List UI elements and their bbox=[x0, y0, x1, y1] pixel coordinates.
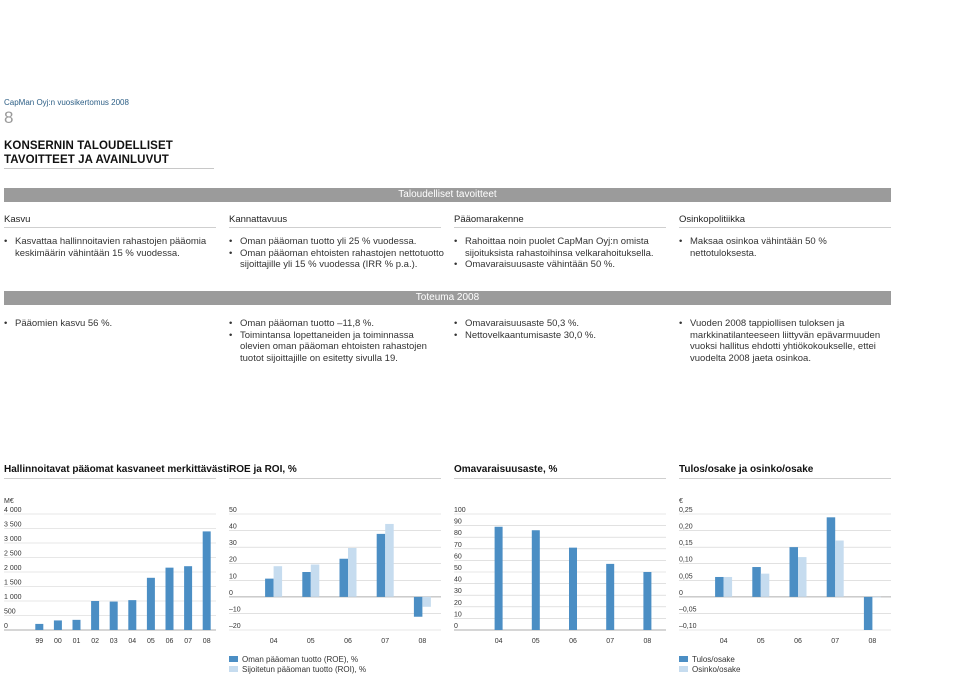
x-tick-label: 08 bbox=[418, 638, 427, 645]
bar bbox=[835, 541, 844, 597]
x-tick-label: 06 bbox=[569, 638, 577, 645]
y-tick-label: –10 bbox=[229, 606, 241, 614]
bar bbox=[643, 572, 651, 630]
y-tick-label: 4 000 bbox=[4, 507, 22, 514]
page-number: 8 bbox=[4, 108, 14, 127]
y-tick-label: –0,10 bbox=[679, 623, 697, 630]
target-heading-capital-structure: Pääomarakenne bbox=[454, 214, 524, 225]
y-tick-label: 10 bbox=[454, 611, 462, 619]
y-tick-label: 40 bbox=[454, 576, 462, 584]
target-heading-profitability: Kannattavuus bbox=[229, 214, 288, 225]
x-tick-label: 07 bbox=[381, 638, 390, 645]
target-heading-growth: Kasvu bbox=[4, 214, 31, 225]
x-tick-label: 05 bbox=[147, 638, 155, 645]
bar bbox=[385, 524, 394, 597]
actual-list-dividend-policy bbox=[679, 318, 894, 364]
y-tick-label: 0,10 bbox=[679, 556, 693, 564]
y-tick-label: 10 bbox=[229, 573, 237, 581]
y-tick-label: 50 bbox=[454, 565, 462, 572]
list-item: • Vuoden 2008 tappiollisen tuloksen ja markkinatilanteeseen liittyvän epävarmuuden vuoksi hallitus ehdotti yhtiökokoukselle, ettei vuodelta 2008 jaeta osinkoa. bbox=[679, 318, 894, 364]
bar bbox=[147, 578, 155, 630]
bar bbox=[91, 601, 99, 630]
list-item: • Pääomien kasvu 56 %. bbox=[4, 318, 219, 330]
legend-swatch bbox=[229, 656, 238, 662]
bar bbox=[414, 597, 423, 617]
actual-list-growth bbox=[4, 318, 219, 330]
bar bbox=[724, 577, 733, 597]
column-divider bbox=[679, 227, 891, 228]
y-tick-label: –20 bbox=[229, 623, 241, 630]
legend-swatch bbox=[679, 666, 688, 672]
equity-ratio-bar-chart bbox=[454, 490, 669, 650]
chart-title-assets-under-management: Hallinnoitavat pääomat kasvaneet merkittävästi bbox=[4, 464, 230, 475]
y-tick-label: 3 000 bbox=[4, 536, 22, 543]
bar bbox=[761, 574, 770, 597]
list-item: • Omavaraisuusaste 50,3 %. bbox=[454, 318, 669, 330]
bar bbox=[864, 597, 873, 630]
unit-label: M€ bbox=[4, 498, 14, 505]
y-tick-label: 60 bbox=[454, 553, 462, 561]
list-item: • Nettovelkaantumisaste 30,0 %. bbox=[454, 330, 669, 342]
x-tick-label: 00 bbox=[54, 638, 62, 645]
bar bbox=[569, 548, 577, 630]
x-tick-label: 04 bbox=[128, 638, 137, 645]
y-tick-label: 100 bbox=[454, 507, 466, 514]
y-tick-label: 1 500 bbox=[4, 579, 22, 587]
bar bbox=[872, 597, 881, 598]
actual-list-profitability bbox=[229, 318, 444, 364]
list-item: • Oman pääoman tuotto yli 25 % vuodessa. bbox=[229, 236, 444, 248]
y-tick-label: 0,20 bbox=[679, 523, 693, 531]
bar bbox=[203, 531, 211, 630]
y-tick-label: 0,25 bbox=[679, 507, 693, 514]
x-tick-label: 08 bbox=[868, 638, 877, 645]
bar bbox=[827, 517, 836, 597]
targets-band: Taloudelliset tavoitteet bbox=[4, 188, 891, 202]
list-item: • Rahoittaa noin puolet CapMan Oyj:n omista sijoituksista rahastoihinsa velkarahoituksella. bbox=[454, 236, 669, 259]
x-tick-label: 06 bbox=[794, 638, 802, 645]
x-tick-label: 05 bbox=[531, 638, 540, 645]
bar bbox=[340, 559, 349, 597]
target-list-dividend-policy bbox=[679, 236, 894, 259]
target-list-capital-structure bbox=[454, 236, 669, 271]
bar bbox=[422, 597, 431, 607]
legend-label: Tulos/osake bbox=[692, 655, 735, 664]
x-tick-label: 07 bbox=[184, 638, 192, 645]
legend-item bbox=[679, 655, 740, 665]
x-tick-label: 06 bbox=[344, 638, 352, 645]
y-tick-label: 30 bbox=[229, 540, 237, 548]
chart-divider bbox=[229, 478, 441, 479]
y-tick-label: 40 bbox=[229, 523, 237, 531]
page-title: KONSERNIN TALOUDELLISET TAVOITTEET JA AVAINLUVUT bbox=[4, 140, 173, 166]
actuals-band: Toteuma 2008 bbox=[4, 291, 891, 305]
legend-label: Oman pääoman tuotto (ROE), % bbox=[242, 655, 359, 664]
x-tick-label: 05 bbox=[756, 638, 765, 645]
chart-divider bbox=[4, 478, 216, 479]
column-divider bbox=[4, 227, 216, 228]
unit-label: € bbox=[679, 498, 683, 505]
target-list-growth bbox=[4, 236, 219, 259]
legend-label: Sijoitetun pääoman tuotto (ROI), % bbox=[242, 665, 367, 674]
chart-title-equity-ratio: Omavaraisuusaste, % bbox=[454, 464, 558, 475]
bar bbox=[110, 602, 118, 630]
list-item: • Maksaa osinkoa vähintään 50 % nettotuloksesta. bbox=[679, 236, 894, 259]
target-list-profitability bbox=[229, 236, 444, 271]
report-name: CapMan Oyj:n vuosikertomus 2008 bbox=[4, 98, 129, 107]
y-tick-label: 0 bbox=[454, 623, 458, 630]
list-item: • Oman pääoman tuotto –11,8 %. bbox=[229, 318, 444, 330]
y-tick-label: 0 bbox=[229, 589, 233, 597]
bar bbox=[35, 624, 43, 630]
y-tick-label: –0,05 bbox=[679, 606, 697, 614]
x-tick-label: 07 bbox=[606, 638, 615, 645]
bar bbox=[54, 620, 62, 630]
y-tick-label: 0,15 bbox=[679, 540, 693, 548]
legend-swatch bbox=[679, 656, 688, 662]
chart-divider bbox=[454, 478, 666, 479]
bar bbox=[798, 557, 807, 597]
x-tick-label: 03 bbox=[109, 638, 118, 645]
y-tick-label: 1 000 bbox=[4, 594, 22, 601]
y-tick-label: 30 bbox=[454, 588, 462, 596]
y-tick-label: 80 bbox=[454, 530, 462, 538]
actual-list-capital-structure bbox=[454, 318, 669, 341]
column-divider bbox=[229, 227, 441, 228]
bar bbox=[495, 527, 503, 630]
eps-dps-bar-chart bbox=[679, 490, 894, 650]
chart-title-roe-roi: ROE ja ROI, % bbox=[229, 464, 297, 475]
roe-roi-bar-chart bbox=[229, 490, 444, 650]
x-tick-label: 05 bbox=[306, 638, 315, 645]
legend-swatch bbox=[229, 666, 238, 672]
y-tick-label: 20 bbox=[229, 556, 237, 564]
roe-roi-legend bbox=[229, 655, 366, 675]
assets-bar-chart bbox=[4, 490, 219, 650]
bar bbox=[311, 565, 320, 597]
bar bbox=[715, 577, 724, 597]
x-tick-label: 08 bbox=[643, 638, 652, 645]
y-tick-label: 0 bbox=[4, 623, 8, 630]
column-divider bbox=[454, 227, 666, 228]
y-tick-label: 90 bbox=[454, 518, 462, 526]
x-tick-label: 04 bbox=[494, 638, 503, 645]
y-tick-label: 2 000 bbox=[4, 565, 22, 572]
bar bbox=[128, 600, 136, 630]
bar bbox=[166, 568, 174, 630]
chart-divider bbox=[679, 478, 891, 479]
x-tick-label: 99 bbox=[35, 638, 44, 645]
list-item: • Toimintansa lopettaneiden ja toiminnassa olevien oman pääoman ehtoisten rahastojen tuotot sijoittajille on esitetty sivulla 19. bbox=[229, 330, 444, 365]
bar bbox=[274, 566, 283, 597]
x-tick-label: 01 bbox=[72, 638, 81, 645]
x-tick-label: 08 bbox=[202, 638, 211, 645]
bar bbox=[752, 567, 761, 597]
list-item: • Oman pääoman ehtoisten rahastojen nettotuotto sijoittajille yli 15 % vuodessa (IRR % p.a.). bbox=[229, 248, 444, 271]
bar bbox=[790, 547, 799, 597]
y-tick-label: 2 500 bbox=[4, 550, 22, 558]
y-tick-label: 3 500 bbox=[4, 521, 22, 529]
eps-dps-legend bbox=[679, 655, 740, 675]
list-item: • Kasvattaa hallinnoitavien rahastojen pääomia keskimäärin vähintään 15 % vuodessa. bbox=[4, 236, 219, 259]
y-tick-label: 0 bbox=[679, 589, 683, 597]
legend-item bbox=[229, 655, 366, 665]
x-tick-label: 02 bbox=[91, 638, 99, 645]
bar bbox=[606, 564, 614, 630]
title-divider bbox=[4, 168, 214, 169]
bar bbox=[532, 530, 540, 630]
x-tick-label: 04 bbox=[269, 638, 278, 645]
y-tick-label: 20 bbox=[454, 599, 462, 607]
bar bbox=[302, 572, 311, 597]
bar bbox=[265, 579, 274, 597]
x-tick-label: 07 bbox=[831, 638, 840, 645]
x-tick-label: 06 bbox=[165, 638, 174, 645]
x-tick-label: 04 bbox=[719, 638, 728, 645]
bar bbox=[348, 548, 357, 597]
y-tick-label: 70 bbox=[454, 541, 462, 549]
y-tick-label: 500 bbox=[4, 608, 16, 616]
target-heading-dividend-policy: Osinkopolitiikka bbox=[679, 214, 745, 225]
bar bbox=[377, 534, 386, 597]
legend-label: Osinko/osake bbox=[692, 665, 741, 674]
bar bbox=[184, 566, 192, 630]
y-tick-label: 50 bbox=[229, 507, 237, 514]
y-tick-label: 0,05 bbox=[679, 573, 693, 581]
chart-title-eps-dps: Tulos/osake ja osinko/osake bbox=[679, 464, 814, 475]
list-item: • Omavaraisuusaste vähintään 50 %. bbox=[454, 259, 669, 271]
bar bbox=[73, 620, 81, 630]
